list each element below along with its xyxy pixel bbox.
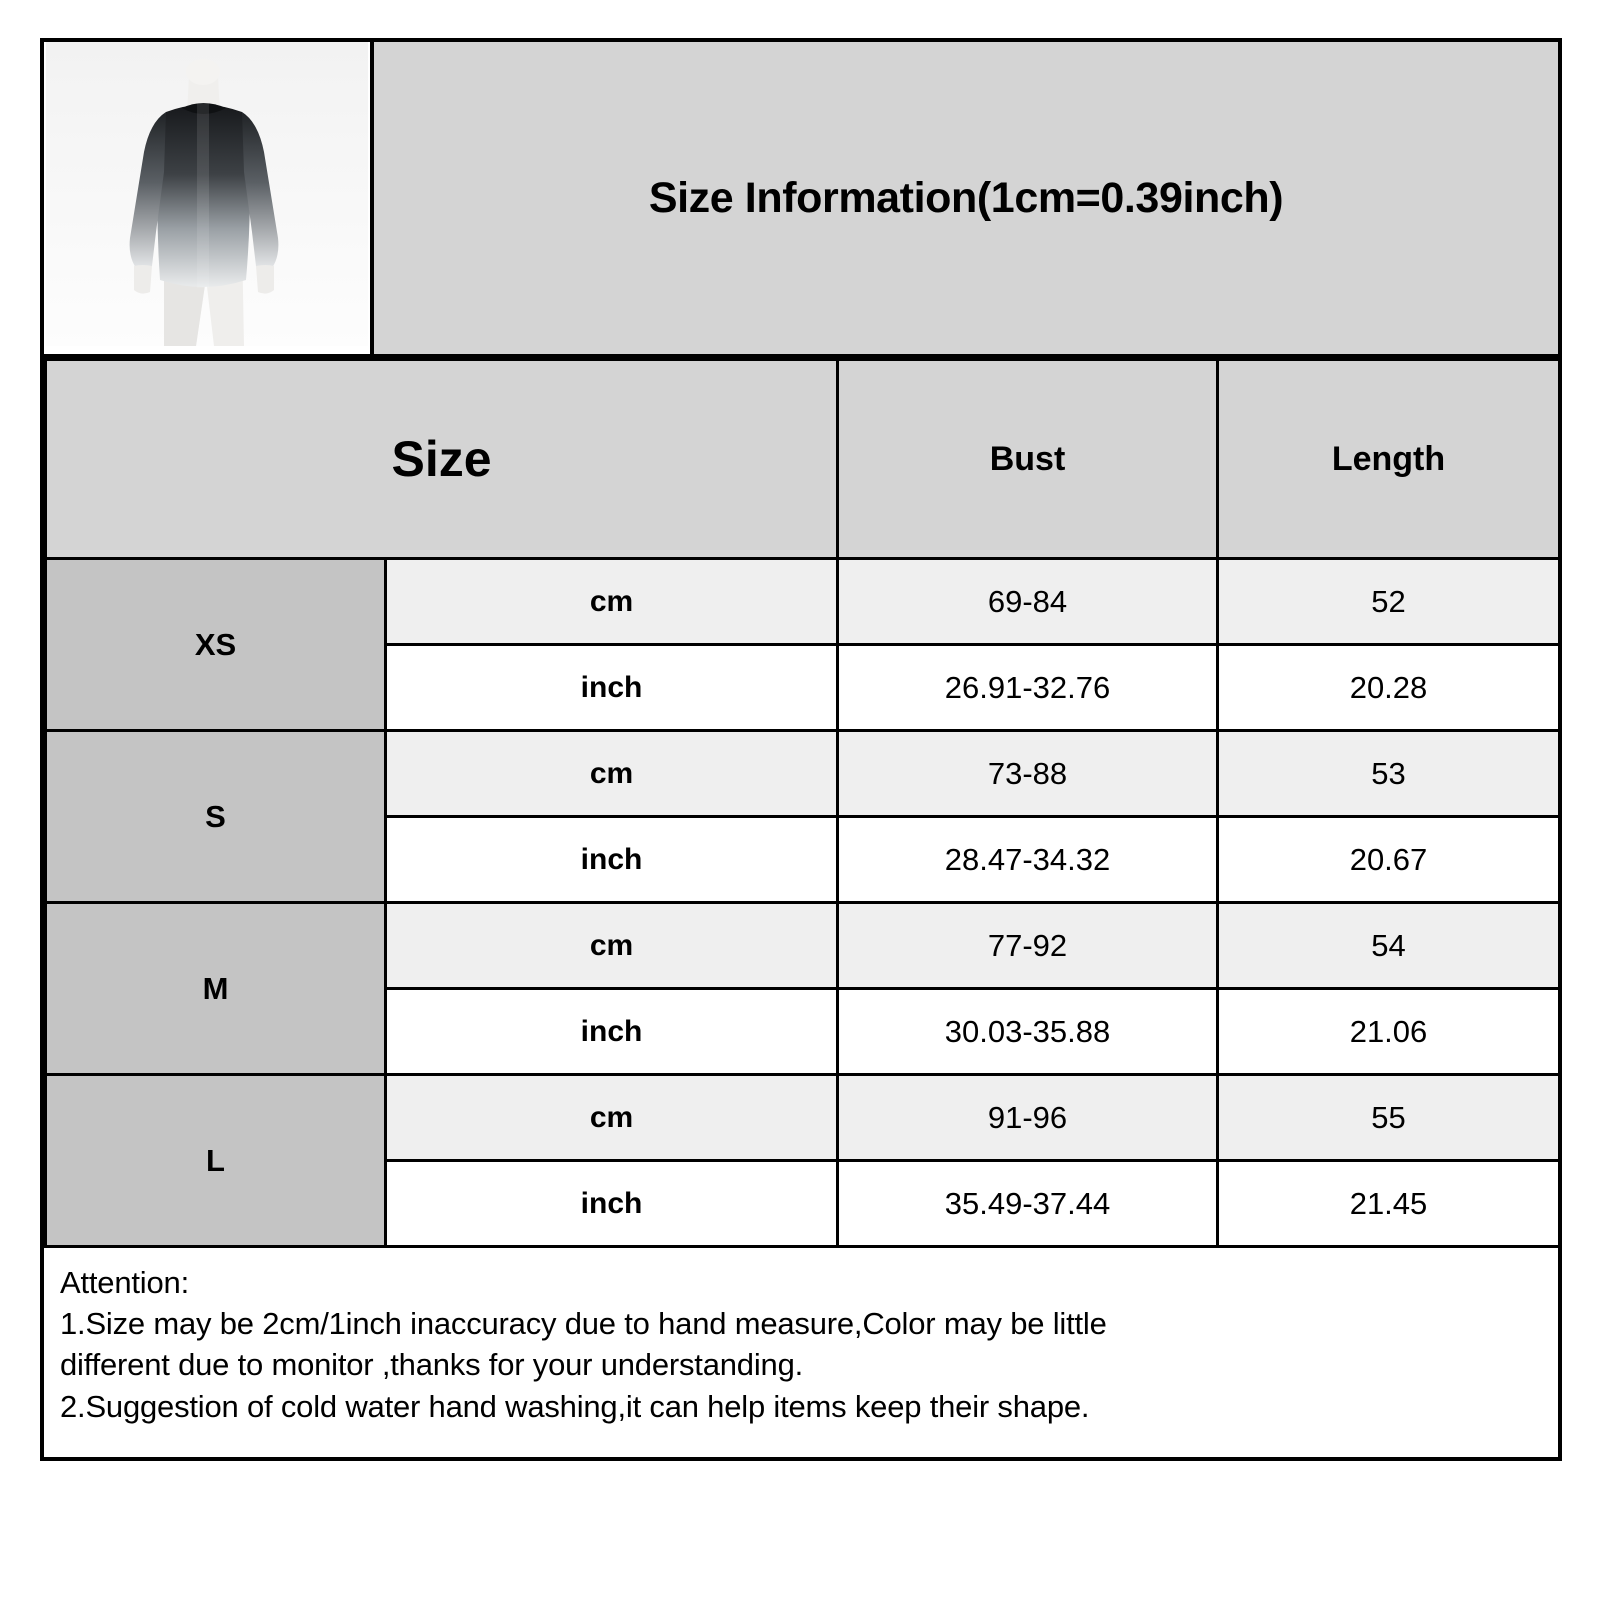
length-cm-xs: 52 <box>1218 559 1560 645</box>
chart-title-cell <box>374 42 1558 354</box>
bust-inch-xs: 26.91-32.76 <box>838 645 1218 731</box>
page-title: Size Information(1cm=0.39inch) <box>648 173 1284 222</box>
table-row <box>46 1075 1560 1161</box>
mannequin-illustration <box>46 42 368 346</box>
bust-cm-l: 91-96 <box>838 1075 1218 1161</box>
table-row <box>46 559 1560 645</box>
unit-inch: inch <box>386 1161 838 1247</box>
size-table <box>44 358 1561 1248</box>
size-chart-frame <box>40 38 1562 1461</box>
attention-line-2: different due to monitor ,thanks for your understanding. <box>60 1347 804 1383</box>
length-inch-l: 21.45 <box>1218 1161 1560 1247</box>
bust-inch-s: 28.47-34.32 <box>838 817 1218 903</box>
unit-inch: inch <box>386 645 838 731</box>
table-row <box>46 731 1560 817</box>
attention-line-1: 1.Size may be 2cm/1inch inaccuracy due to hand measure,Color may be little <box>60 1306 1107 1342</box>
bust-cm-xs: 69-84 <box>838 559 1218 645</box>
bust-inch-m: 30.03-35.88 <box>838 989 1218 1075</box>
product-photo <box>44 42 374 354</box>
table-header-row <box>46 360 1560 559</box>
length-inch-xs: 20.28 <box>1218 645 1560 731</box>
length-cm-s: 53 <box>1218 731 1560 817</box>
column-header-size: Size <box>46 360 838 559</box>
length-cm-m: 54 <box>1218 903 1560 989</box>
length-inch-s: 20.67 <box>1218 817 1560 903</box>
attention-line-3: 2.Suggestion of cold water hand washing,it can help items keep their shape. <box>60 1388 1090 1424</box>
bust-cm-s: 73-88 <box>838 731 1218 817</box>
size-label-s: S <box>46 731 386 903</box>
bust-cm-m: 77-92 <box>838 903 1218 989</box>
length-inch-m: 21.06 <box>1218 989 1560 1075</box>
unit-cm: cm <box>386 731 838 817</box>
attention-block <box>44 1248 1558 1457</box>
unit-inch: inch <box>386 989 838 1075</box>
column-header-length: Length <box>1218 360 1560 559</box>
size-label-l: L <box>46 1075 386 1247</box>
length-cm-l: 55 <box>1218 1075 1560 1161</box>
column-header-bust: Bust <box>838 360 1218 559</box>
bust-inch-l: 35.49-37.44 <box>838 1161 1218 1247</box>
unit-cm: cm <box>386 559 838 645</box>
table-row <box>46 903 1560 989</box>
attention-heading: Attention: <box>60 1265 189 1300</box>
chart-header-band <box>44 42 1558 358</box>
unit-inch: inch <box>386 817 838 903</box>
unit-cm: cm <box>386 1075 838 1161</box>
size-label-xs: XS <box>46 559 386 731</box>
size-label-m: M <box>46 903 386 1075</box>
unit-cm: cm <box>386 903 838 989</box>
